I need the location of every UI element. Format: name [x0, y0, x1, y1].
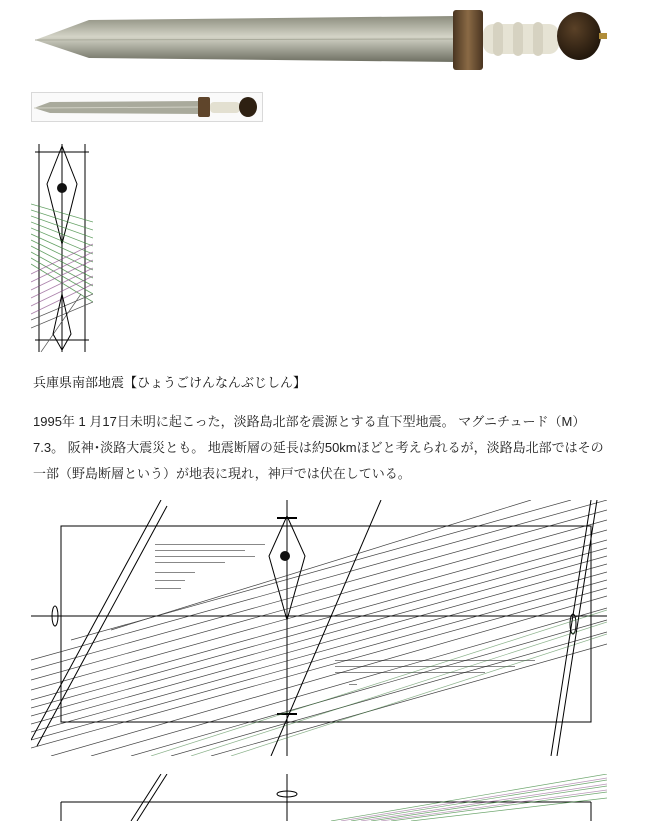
line-diagram-image	[31, 500, 607, 756]
sword-image-large	[31, 0, 607, 80]
paragraph-sentence-3: 阪神･淡路大震災とも。	[67, 440, 205, 455]
entry-paragraph	[33, 409, 608, 487]
vertical-sketch-image	[31, 144, 93, 352]
paragraph-sentence-4: 地震断層の延長は約50kmほどと考えられるが，淡路島北部ではその一部（野島断層という）が地表に現れ，神戸では伏在している。	[33, 440, 604, 481]
line-diagram-image-partial	[31, 774, 607, 821]
paragraph-sentence-2: マグニチュード（M）7.3。	[33, 414, 586, 455]
entry-heading: 兵庫県南部地震【ひょうごけんなんぶじしん】	[33, 375, 307, 390]
sword-image-thumbnail[interactable]	[31, 92, 263, 122]
paragraph-sentence-1: 1995年 1 月17日未明に起こった，淡路島北部を震源とする直下型地震。	[33, 414, 455, 429]
